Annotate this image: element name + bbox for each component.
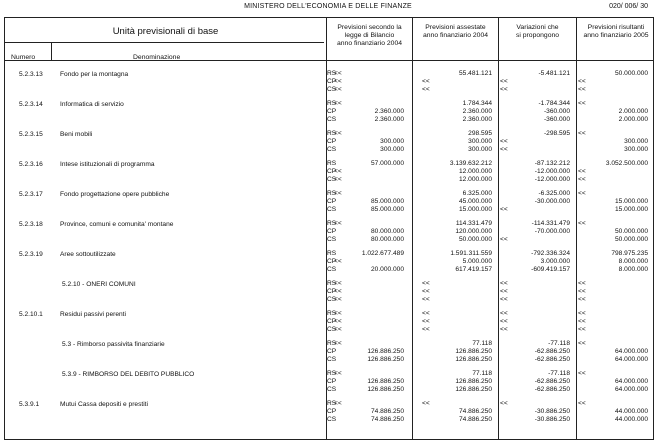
cell-value: -12.000.000 (534, 176, 570, 184)
section-denomination: Mutui Cassa depositi e prestiti (60, 401, 148, 408)
header-divider (5, 60, 653, 61)
header-divider (5, 42, 324, 43)
row-type-code: RS (327, 70, 337, 77)
row-type-code: CP (327, 168, 337, 176)
table-row (4, 326, 654, 335)
row-type-code: CS (327, 416, 337, 424)
cell-value: << (334, 310, 342, 317)
cell-value: << (334, 70, 342, 77)
cell-value: << (578, 130, 586, 137)
cell-value: -360.000 (543, 108, 570, 116)
section-number: 5.2.10.1 (19, 311, 43, 318)
cell-value: 126.886.250 (455, 356, 492, 364)
section-number: 5.2.3.15 (19, 131, 43, 138)
table-row (4, 86, 654, 95)
cell-value: << (334, 258, 342, 266)
section-number: 5.2.3.13 (19, 71, 43, 78)
cell-value: << (500, 310, 508, 317)
section-denomination: 5.3 - Rimborso passivita finanziarie (62, 341, 165, 348)
budget-section (4, 396, 654, 426)
row-type-code: CP (327, 408, 337, 416)
cell-value: -77.118 (548, 340, 570, 347)
cell-value: << (500, 296, 508, 304)
cell-value: << (500, 86, 508, 94)
budget-section (4, 186, 654, 216)
cell-value: << (422, 400, 430, 407)
section-denomination: Beni mobili (60, 131, 93, 138)
table-row (4, 296, 654, 305)
budget-section (4, 276, 654, 306)
cell-value: << (500, 146, 508, 154)
cell-value: << (334, 168, 342, 176)
cell-value: 50.000.000 (458, 236, 492, 244)
cell-value: 126.886.250 (455, 348, 492, 356)
cell-value: -62.886.250 (534, 378, 570, 386)
cell-value: << (500, 400, 508, 407)
cell-value: 74.886.250 (458, 408, 492, 416)
cell-value: << (578, 310, 586, 317)
row-type-code: CP (327, 198, 337, 206)
row-type-code: CS (327, 236, 337, 244)
cell-value: -114.331.479 (531, 220, 570, 227)
cell-value: -609.419.157 (531, 266, 570, 274)
section-denomination: Informatica di servizio (60, 101, 124, 108)
row-type-code: CP (327, 288, 337, 296)
cell-value: << (578, 100, 586, 107)
row-type-code: CP (327, 378, 337, 386)
cell-value: 120.000.000 (455, 228, 492, 236)
cell-value: 77.118 (472, 340, 492, 347)
section-denomination: 5.2.10 - ONERI COMUNI (62, 281, 136, 288)
section-denomination: Residui passivi perenti (60, 311, 126, 318)
cell-value: << (578, 296, 586, 304)
budget-section (4, 336, 654, 366)
section-number: 5.2.3.16 (19, 161, 43, 168)
row-type-code: RS (327, 130, 337, 137)
cell-value: << (334, 288, 342, 296)
cell-value: -62.886.250 (534, 386, 570, 394)
cell-value: 3.052.500.000 (605, 160, 648, 167)
cell-value: -70.000.000 (534, 228, 570, 236)
cell-value: -298.595 (543, 130, 570, 137)
cell-value: -360.000 (543, 116, 570, 124)
cell-value: 798.975.235 (611, 250, 648, 257)
cell-value: 1.784.344 (462, 100, 492, 107)
cell-value: -5.481.121 (538, 70, 570, 77)
cell-value: << (422, 310, 430, 317)
cell-value: << (578, 288, 586, 296)
table-row (4, 146, 654, 155)
cell-value: << (422, 78, 430, 86)
row-type-code: RS (327, 280, 337, 287)
cell-value: 300.000 (468, 146, 492, 154)
cell-value: 74.886.250 (370, 416, 404, 424)
cell-value: 1.022.677.489 (361, 250, 404, 257)
cell-value: 2.000.000 (618, 116, 648, 124)
row-type-code: CP (327, 348, 337, 356)
cell-value: -30.886.250 (534, 416, 570, 424)
budget-section (4, 96, 654, 126)
row-type-code: CS (327, 296, 337, 304)
cell-value: << (578, 220, 586, 227)
cell-value: << (334, 340, 342, 347)
table-row (4, 116, 654, 125)
cell-value: 50.000.000 (614, 70, 648, 77)
cell-value: 300.000 (468, 138, 492, 146)
table-row (4, 416, 654, 425)
cell-value: 85.000.000 (370, 198, 404, 206)
cell-value: << (578, 370, 586, 377)
cell-value: 64.000.000 (614, 378, 648, 386)
section-number: 5.3.9.1 (19, 401, 40, 408)
cell-value: << (578, 400, 586, 407)
budget-section (4, 216, 654, 246)
cell-value: << (578, 340, 586, 347)
section-number: 5.2.3.14 (19, 101, 43, 108)
row-type-code: CP (327, 78, 337, 86)
cell-value: -6.325.000 (538, 190, 570, 197)
cell-value: 57.000.000 (370, 160, 404, 167)
row-type-code: CP (327, 258, 337, 266)
row-type-code: CP (327, 318, 337, 326)
cell-value: 2.360.000 (374, 116, 404, 124)
cell-value: << (334, 176, 342, 184)
cell-value: 3.000.000 (540, 258, 570, 266)
table-row (4, 206, 654, 215)
cell-value: << (500, 326, 508, 334)
cell-value: 15.000.000 (614, 206, 648, 214)
row-type-code: RS (327, 370, 337, 377)
cell-value: << (500, 236, 508, 244)
cell-value: << (500, 288, 508, 296)
cell-value: 80.000.000 (370, 236, 404, 244)
cell-value: 126.886.250 (367, 348, 404, 356)
cell-value: -30.886.250 (534, 408, 570, 416)
cell-value: 2.360.000 (462, 108, 492, 116)
col-head-risultanti: Previsioni risultanti anno finanziario 2005 (583, 24, 649, 39)
cell-value: 126.886.250 (455, 378, 492, 386)
cell-value: 15.000.000 (458, 206, 492, 214)
cell-value: 85.000.000 (370, 206, 404, 214)
cell-value: -62.886.250 (534, 356, 570, 364)
cell-value: 1.591.311.559 (450, 250, 492, 257)
cell-value: 126.886.250 (367, 378, 404, 386)
row-type-code: CS (327, 146, 337, 154)
denominazione-header: Denominazione (133, 54, 181, 61)
table-row (4, 236, 654, 245)
col-head-variazioni: Variazioni che si propongono (515, 24, 560, 39)
section-denomination: Fondo progettazione opere pubbliche (60, 191, 170, 198)
cell-value: << (334, 280, 342, 287)
section-number: 5.2.3.17 (19, 191, 43, 198)
page-code: 020/ 006/ 30 (609, 3, 648, 10)
row-type-code: CS (327, 386, 337, 394)
cell-value: 6.325.000 (462, 190, 492, 197)
budget-section (4, 366, 654, 396)
cell-value: << (500, 78, 508, 86)
cell-value: << (578, 86, 586, 94)
row-type-code: CS (327, 116, 337, 124)
cell-value: 126.886.250 (455, 386, 492, 394)
cell-value: << (422, 318, 430, 326)
row-type-code: CS (327, 266, 337, 274)
table-row (4, 356, 654, 365)
budget-section (4, 66, 654, 96)
cell-value: 2.000.000 (618, 108, 648, 116)
cell-value: 64.000.000 (614, 386, 648, 394)
row-type-code: RS (327, 310, 337, 317)
budget-section (4, 126, 654, 156)
cell-value: << (422, 86, 430, 94)
cell-value: 12.000.000 (458, 176, 492, 184)
cell-value: 44.000.000 (614, 416, 648, 424)
section-number: 5.2.3.19 (19, 251, 43, 258)
row-type-code: CS (327, 206, 337, 214)
cell-value: -1.784.344 (538, 100, 570, 107)
cell-value: 74.886.250 (370, 408, 404, 416)
section-denomination: Intese istituzionali di programma (60, 161, 155, 168)
cell-value: << (422, 280, 430, 287)
col-head-legge-bilancio: Previsioni secondo la legge di Bilancio anno finanziario 2004 (337, 24, 402, 47)
cell-value: 77.118 (472, 370, 492, 377)
row-type-code: CS (327, 356, 337, 364)
cell-value: << (578, 280, 586, 287)
cell-value: << (334, 370, 342, 377)
cell-value: << (578, 168, 586, 176)
row-type-code: CP (327, 138, 337, 146)
row-type-code: CS (327, 86, 337, 94)
numero-divider (51, 42, 52, 60)
cell-value: 126.886.250 (367, 386, 404, 394)
cell-value: 617.419.157 (455, 266, 492, 274)
cell-value: -87.132.212 (534, 160, 570, 167)
table-row (4, 266, 654, 275)
row-type-code: CS (327, 326, 337, 334)
cell-value: 114.331.479 (455, 220, 492, 227)
cell-value: 45.000.000 (458, 198, 492, 206)
section-denomination: Aree sottoutilizzate (60, 251, 116, 258)
cell-value: 300.000 (624, 146, 648, 154)
section-number: 5.2.3.18 (19, 221, 43, 228)
row-type-code: CP (327, 108, 337, 116)
cell-value: -77.118 (548, 370, 570, 377)
cell-value: 15.000.000 (614, 198, 648, 206)
cell-value: << (334, 326, 342, 334)
cell-value: << (578, 190, 586, 197)
unit-title: Unità previsionali di base (112, 26, 219, 37)
cell-value: 5.000.000 (462, 258, 492, 266)
row-type-code: RS (327, 220, 337, 227)
cell-value: 300.000 (380, 146, 404, 154)
row-type-code: CP (327, 228, 337, 236)
ministry-title: MINISTERO DELL'ECONOMIA E DELLE FINANZE (244, 3, 412, 10)
cell-value: -30.000.000 (534, 198, 570, 206)
cell-value: << (500, 206, 508, 214)
row-type-code: RS (327, 190, 337, 197)
cell-value: 50.000.000 (614, 236, 648, 244)
cell-value: << (334, 400, 342, 407)
cell-value: 20.000.000 (370, 266, 404, 274)
cell-value: 44.000.000 (614, 408, 648, 416)
cell-value: 300.000 (380, 138, 404, 146)
row-type-code: RS (327, 250, 337, 257)
cell-value: << (334, 220, 342, 227)
section-denomination: 5.3.9 - RIMBORSO DEL DEBITO PUBBLICO (62, 371, 195, 378)
row-type-code: CS (327, 176, 337, 184)
cell-value: << (422, 296, 430, 304)
cell-value: << (578, 78, 586, 86)
cell-value: << (422, 326, 430, 334)
budget-section (4, 306, 654, 336)
cell-value: 80.000.000 (370, 228, 404, 236)
cell-value: << (334, 86, 342, 94)
col-head-assestate: Previsioni assestate anno finanziario 2004 (423, 24, 488, 39)
cell-value: << (578, 176, 586, 184)
budget-section (4, 156, 654, 186)
cell-value: 3.139.632.212 (449, 160, 492, 167)
table-row (4, 386, 654, 395)
row-type-code: RS (327, 400, 337, 407)
section-denomination: Province, comuni e comunita' montane (60, 221, 174, 228)
cell-value: 2.360.000 (374, 108, 404, 116)
cell-value: << (334, 190, 342, 197)
cell-value: << (334, 318, 342, 326)
row-type-code: RS (327, 160, 337, 167)
row-type-code: RS (327, 100, 337, 107)
cell-value: << (334, 296, 342, 304)
cell-value: 298.595 (468, 130, 492, 137)
cell-value: 50.000.000 (614, 228, 648, 236)
numero-header: Numero (11, 54, 36, 61)
cell-value: 126.886.250 (367, 356, 404, 364)
cell-value: << (578, 318, 586, 326)
cell-value: << (500, 138, 508, 146)
cell-value: << (500, 280, 508, 287)
cell-value: << (422, 288, 430, 296)
cell-value: 8.000.000 (618, 266, 648, 274)
cell-value: 2.360.000 (462, 116, 492, 124)
cell-value: << (334, 100, 342, 107)
cell-value: 64.000.000 (614, 348, 648, 356)
cell-value: << (334, 78, 342, 86)
cell-value: << (500, 318, 508, 326)
cell-value: << (578, 326, 586, 334)
cell-value: 8.000.000 (618, 258, 648, 266)
table-body (4, 66, 654, 426)
section-denomination: Fondo per la montagna (60, 71, 129, 78)
cell-value: 74.886.250 (458, 416, 492, 424)
cell-value: 55.481.121 (458, 70, 492, 77)
row-type-code: RS (327, 340, 337, 347)
cell-value: << (334, 130, 342, 137)
table-row (4, 176, 654, 185)
cell-value: -792.336.324 (531, 250, 570, 257)
cell-value: 300.000 (624, 138, 648, 146)
budget-section (4, 246, 654, 276)
cell-value: 64.000.000 (614, 356, 648, 364)
cell-value: -12.000.000 (534, 168, 570, 176)
cell-value: -62.886.250 (534, 348, 570, 356)
cell-value: 12.000.000 (458, 168, 492, 176)
